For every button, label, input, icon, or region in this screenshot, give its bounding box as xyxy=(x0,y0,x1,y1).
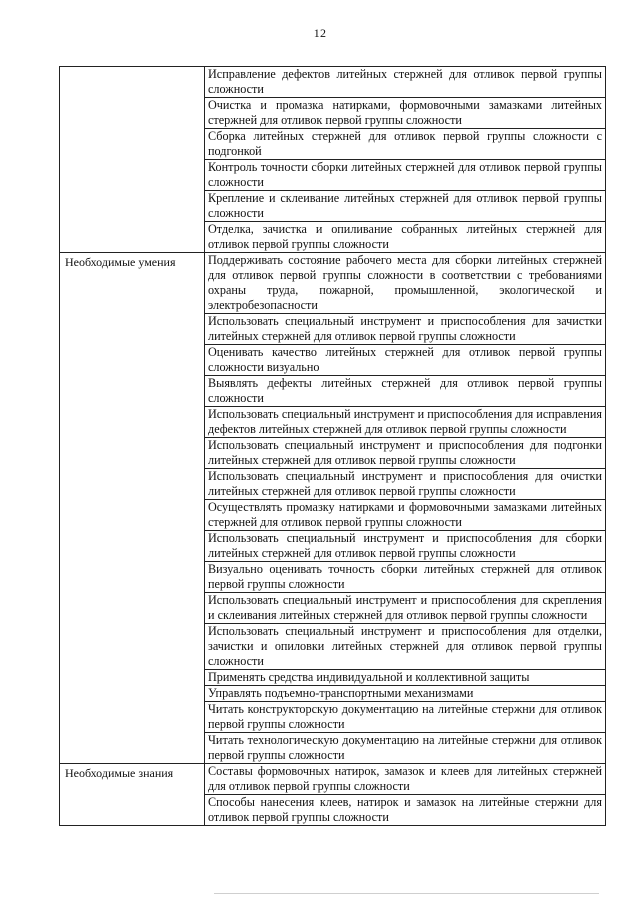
labor-action-cell xyxy=(205,160,606,191)
table-row xyxy=(60,764,606,795)
skill-cell xyxy=(205,562,606,593)
table-row xyxy=(60,253,606,314)
page-number: 12 xyxy=(313,26,327,40)
skill-cell xyxy=(205,469,606,500)
skill-text: Читать технологическую документацию на литейные стержни для отливок первой группы сложности xyxy=(208,733,602,762)
skill-text: Выявлять дефекты литейных стержней для отливок первой группы сложности xyxy=(208,376,602,405)
skill-cell xyxy=(205,376,606,407)
skill-text: Использовать специальный инструмент и приспособления для очистки литейных стержней для отливок первой группы сложности xyxy=(208,469,602,498)
skill-text: Использовать специальный инструмент и приспособления для сборки литейных стержней для отливок первой группы сложности xyxy=(208,531,602,560)
skills-label: Необходимые умения xyxy=(65,255,176,269)
skill-cell xyxy=(205,670,606,686)
knowledge-cell xyxy=(205,795,606,826)
table-row xyxy=(60,67,606,98)
skill-text: Использовать специальный инструмент и приспособления для подгонки литейных стержней для отливок первой группы сложности xyxy=(208,438,602,467)
skill-text: Визуально оценивать точность сборки литейных стержней для отливок первой группы сложности xyxy=(208,562,602,591)
labor-action-text: Очистка и промазка натирками, формовочными замазками литейных стержней для отливок первой группы сложности xyxy=(208,98,602,127)
knowledge-cell xyxy=(205,764,606,795)
skill-cell xyxy=(205,253,606,314)
skill-cell xyxy=(205,438,606,469)
skill-cell xyxy=(205,593,606,624)
skill-text: Применять средства индивидуальной и коллективной защиты xyxy=(208,670,530,684)
labor-action-text: Сборка литейных стержней для отливок первой группы сложности с подгонкой xyxy=(208,129,602,158)
skill-text: Осуществлять промазку натирками и формовочными замазками литейных стержней для отливок первой группы сложности xyxy=(208,500,602,529)
labor-actions-label-cell xyxy=(60,67,205,253)
knowledge-text: Составы формовочных натирок, замазок и клеев для литейных стержней для отливок первой группы сложности xyxy=(208,764,602,793)
labor-action-cell xyxy=(205,191,606,222)
labor-action-cell xyxy=(205,98,606,129)
skill-text: Управлять подъемно-транспортными механизмами xyxy=(208,686,474,700)
skill-cell xyxy=(205,624,606,670)
skill-text: Использовать специальный инструмент и приспособления для скрепления и склеивания литейных стержней для отливок первой группы сложности xyxy=(208,593,602,622)
skill-text: Использовать специальный инструмент и приспособления для отделки, зачистки и опиловки литейных стержней для отливок первой группы сложности xyxy=(208,624,602,668)
skill-text: Оценивать качество литейных стержней для отливок первой группы сложности визуально xyxy=(208,345,602,374)
labor-action-cell xyxy=(205,222,606,253)
skill-text: Использовать специальный инструмент и приспособления для исправления дефектов литейных стержней для отливок первой группы сложности xyxy=(208,407,602,436)
skill-cell xyxy=(205,686,606,702)
competency-table xyxy=(59,66,606,826)
skill-cell xyxy=(205,702,606,733)
skill-cell xyxy=(205,500,606,531)
labor-action-text: Отделка, зачистка и опиливание собранных литейных стержней для отливок первой группы сложности xyxy=(208,222,602,251)
knowledge-text: Способы нанесения клеев, натирок и замазок на литейные стержни для отливок первой группы сложности xyxy=(208,795,602,824)
labor-action-cell xyxy=(205,129,606,160)
skill-cell xyxy=(205,733,606,764)
skill-text: Поддерживать состояние рабочего места для сборки литейных стержней для отливок первой группы сложности в соответствии с требованиями охраны труда, пожарной, промышленной, экологической и электробезопасности xyxy=(208,253,602,312)
knowledge-label: Необходимые знания xyxy=(65,766,174,780)
skill-cell xyxy=(205,407,606,438)
skills-label-cell xyxy=(60,253,205,764)
labor-action-text: Крепление и склеивание литейных стержней для отливок первой группы сложности xyxy=(208,191,602,220)
skill-cell xyxy=(205,345,606,376)
skill-cell xyxy=(205,531,606,562)
skill-text: Читать конструкторскую документацию на литейные стержни для отливок первой группы сложности xyxy=(208,702,602,731)
skill-cell xyxy=(205,314,606,345)
labor-action-text: Исправление дефектов литейных стержней для отливок первой группы сложности xyxy=(208,67,602,96)
knowledge-label-cell xyxy=(60,764,205,826)
scan-edge-line xyxy=(214,893,599,894)
labor-action-text: Контроль точности сборки литейных стержней для отливок первой группы сложности xyxy=(208,160,602,189)
skill-text: Использовать специальный инструмент и приспособления для зачистки литейных стержней для отливок первой группы сложности xyxy=(208,314,602,343)
labor-action-cell xyxy=(205,67,606,98)
